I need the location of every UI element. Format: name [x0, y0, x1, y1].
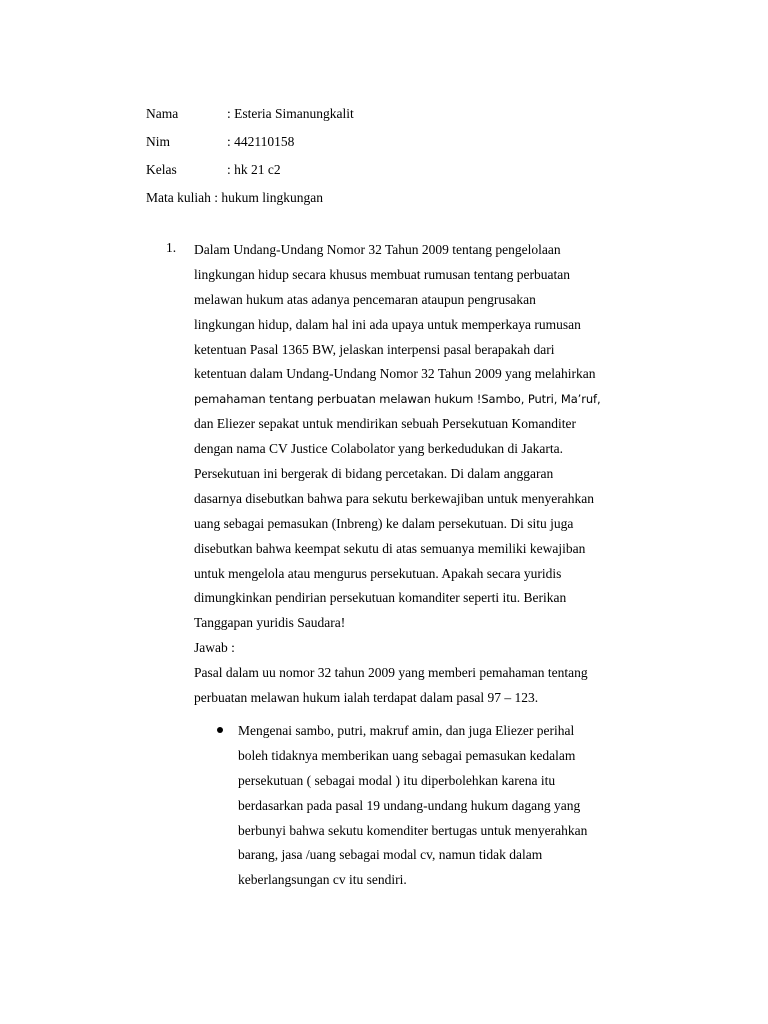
- bullet-line: berdasarkan pada pasal 19 undang-undang hukum dagang yang: [238, 797, 581, 813]
- kelas-row: [146, 160, 666, 188]
- bullet-line: keberlangsungan cv itu sendiri.: [238, 872, 407, 888]
- question-line: disebutkan bahwa keempat sekutu di atas semuanya memiliki kewajiban: [194, 540, 586, 556]
- answer-heading: Jawab :: [194, 640, 235, 656]
- question-line: dan Eliezer sepakat untuk mendirikan sebuah Persekutuan Komanditer: [194, 416, 577, 432]
- question-line: dasarnya disebutkan bahwa para sekutu berkewajiban untuk menyerahkan: [194, 490, 594, 506]
- question-line: Persekutuan ini bergerak di bidang percetakan. Di dalam anggaran: [194, 466, 554, 482]
- question-line: dengan nama CV Justice Colabolator yang berkedudukan di Jakarta.: [194, 441, 564, 457]
- nim-row: [146, 132, 666, 160]
- student-info-header: [146, 104, 666, 216]
- question-number: 1.: [166, 240, 177, 255]
- nama-value: : Esteria Simanungkalit: [227, 106, 354, 121]
- bullet-line: persekutuan ( sebagai modal ) itu diperbolehkan karena itu: [238, 772, 556, 788]
- question-line: uang sebagai pemasukan (Inbreng) ke dalam persekutuan. Di situ juga: [194, 515, 574, 531]
- nim-label: Nim: [146, 134, 171, 149]
- question-line: ketentuan Pasal 1365 BW, jelaskan interpensi pasal berapakah dari: [194, 341, 555, 357]
- nim-value: : 442110158: [227, 134, 295, 149]
- bullet-item: [238, 721, 668, 895]
- question-line: dimungkinkan pendirian persekutuan komanditer seperti itu. Berikan: [194, 590, 567, 606]
- matkul-value: : hukum lingkungan: [214, 190, 323, 205]
- answer-line: Pasal dalam uu nomor 32 tahun 2009 yang memberi pemahaman tentang: [194, 665, 588, 681]
- bullet-dot-icon: [217, 727, 223, 733]
- matkul-row: [146, 188, 666, 216]
- answer-line: perbuatan melawan hukum ialah terdapat dalam pasal 97 – 123.: [194, 690, 539, 706]
- kelas-label: Kelas: [146, 162, 177, 177]
- bullet-line: barang, jasa /uang sebagai modal cv, namun tidak dalam: [238, 847, 543, 863]
- question-line: pemahaman tentang perbuatan melawan hukum !Sambo, Putri, Ma’ruf,: [194, 392, 601, 407]
- question-line: lingkungan hidup, dalam hal ini ada upaya untuk memperkaya rumusan: [194, 316, 581, 332]
- bullet-line: boleh tidaknya memberikan uang sebagai pemasukan kedalam: [238, 747, 576, 763]
- matkul-label: Mata kuliah: [146, 190, 211, 205]
- bullet-line: Mengenai sambo, putri, makruf amin, dan juga Eliezer perihal: [238, 723, 575, 738]
- question-line: lingkungan hidup secara khusus membuat rumusan tentang perbuatan: [194, 266, 571, 282]
- kelas-value: : hk 21 c2: [227, 162, 281, 177]
- bullet-line: berbunyi bahwa sekutu komenditer bertugas untuk menyerahkan: [238, 822, 588, 838]
- question-paragraph: [194, 240, 664, 713]
- question-line: Tanggapan yuridis Saudara!: [194, 615, 346, 631]
- nama-label: Nama: [146, 106, 179, 121]
- question-line: ketentuan dalam Undang-Undang Nomor 32 Tahun 2009 yang melahirkan: [194, 366, 596, 382]
- nama-row: [146, 104, 666, 132]
- question-line: melawan hukum atas adanya pencemaran ataupun pengrusakan: [194, 291, 536, 307]
- question-line: untuk mengelola atau mengurus persekutuan. Apakah secara yuridis: [194, 565, 562, 581]
- question-line: Dalam Undang-Undang Nomor 32 Tahun 2009 tentang pengelolaan: [194, 242, 561, 257]
